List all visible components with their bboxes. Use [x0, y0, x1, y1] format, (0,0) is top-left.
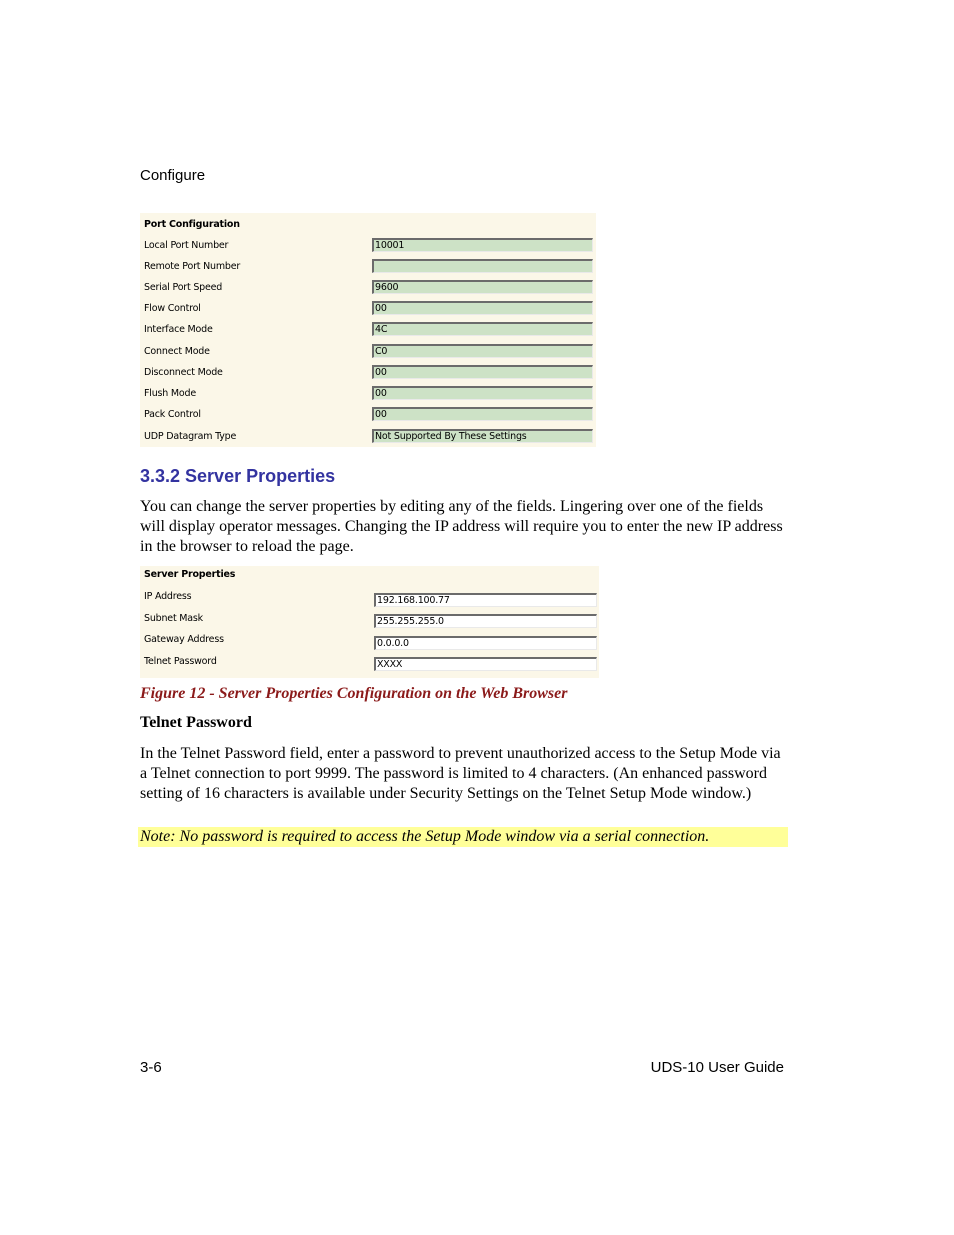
field-label: Telnet Password [144, 656, 217, 667]
flow-control-row [140, 301, 596, 317]
field-label: Flow Control [144, 303, 201, 314]
pack-control-input[interactable]: 00 [372, 407, 593, 421]
field-label: Local Port Number [144, 240, 229, 251]
gateway-address-row [140, 632, 599, 648]
connect-mode-row [140, 344, 596, 360]
connect-mode-input[interactable]: C0 [372, 344, 593, 358]
subnet-mask-input[interactable]: 255.255.255.0 [374, 614, 597, 628]
server-properties-panel [140, 566, 599, 678]
flush-mode-input[interactable]: 00 [372, 386, 593, 400]
field-label: Pack Control [144, 409, 201, 420]
pack-control-row [140, 407, 596, 423]
field-label: Interface Mode [144, 324, 213, 335]
panel-title: Port Configuration [144, 219, 240, 230]
subnet-mask-row [140, 611, 599, 627]
panel-title: Server Properties [144, 569, 236, 580]
page-number: 3-6 [140, 1059, 162, 1076]
field-label: Disconnect Mode [144, 367, 223, 378]
telnet-password-input[interactable]: XXXX [374, 657, 597, 671]
telnet-password-row [140, 654, 599, 670]
interface-mode-row [140, 322, 596, 338]
field-label: IP Address [144, 591, 192, 602]
disconnect-mode-input[interactable]: 00 [372, 365, 593, 379]
serial-port-speed-input[interactable]: 9600 [372, 280, 593, 294]
field-label: Connect Mode [144, 346, 210, 357]
field-label: UDP Datagram Type [144, 431, 237, 442]
serial-port-speed-row [140, 280, 596, 296]
gateway-address-input[interactable]: 0.0.0.0 [374, 636, 597, 650]
ip-address-row [140, 589, 599, 605]
intro-paragraph: You can change the server properties by editing any of the fields. Lingering over one of the fields will display operator messages. Changing the IP address will require you to enter the new IP address in the browser to reload the page. [140, 498, 783, 555]
field-label: Flush Mode [144, 388, 196, 399]
note-callout: Note: No password is required to access the Setup Mode window via a serial connection. [138, 827, 788, 847]
running-header: Configure [140, 167, 206, 184]
ip-address-input[interactable]: 192.168.100.77 [374, 593, 597, 607]
port-configuration-panel [140, 213, 596, 447]
figure-caption: Figure 12 - Server Properties Configuration on the Web Browser [140, 685, 568, 702]
field-label: Subnet Mask [144, 613, 203, 624]
document-title: UDS-10 User Guide [650, 1059, 784, 1076]
disconnect-mode-row [140, 365, 596, 381]
remote-port-number-row [140, 259, 596, 275]
local-port-number-input[interactable]: 10001 [372, 238, 593, 252]
section-heading: 3.3.2 Server Properties [140, 466, 336, 486]
telnet-password-heading: Telnet Password [140, 714, 252, 731]
local-port-number-row [140, 238, 596, 254]
udp-datagram-type-input[interactable]: Not Supported By These Settings [372, 429, 593, 443]
field-label: Gateway Address [144, 634, 224, 645]
remote-port-number-input[interactable] [372, 259, 593, 273]
telnet-paragraph: In the Telnet Password field, enter a password to prevent unauthorized access to the Setup Mode via a Telnet connection to port 9999. The password is limited to 4 characters. (An enhanced password setting of 16 characters is available under Security Settings on the Telnet Setup Mode window.) [140, 745, 781, 802]
flow-control-input[interactable]: 00 [372, 301, 593, 315]
field-label: Serial Port Speed [144, 282, 223, 293]
field-label: Remote Port Number [144, 261, 241, 272]
flush-mode-row [140, 386, 596, 402]
interface-mode-input[interactable]: 4C [372, 322, 593, 336]
udp-datagram-type-row [140, 429, 596, 445]
